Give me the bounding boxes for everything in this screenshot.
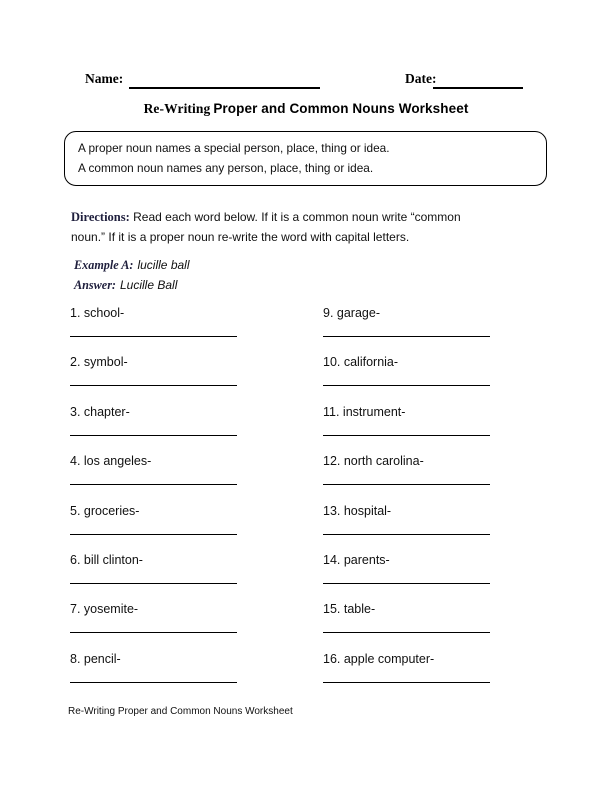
answer-line bbox=[323, 484, 490, 485]
answer-line bbox=[323, 682, 490, 683]
list-item-word: 12. north carolina- bbox=[323, 454, 424, 469]
list-item-word: 15. table- bbox=[323, 602, 376, 617]
list-item bbox=[70, 652, 237, 701]
name-label: Name: bbox=[85, 71, 124, 86]
list-item bbox=[323, 652, 490, 701]
answer-line bbox=[70, 435, 237, 436]
proper-noun-definition: A proper noun names a special person, place, thing or idea. bbox=[78, 141, 390, 155]
list-item bbox=[323, 405, 490, 454]
example-value: lucille ball bbox=[137, 258, 190, 272]
list-item bbox=[323, 355, 490, 404]
list-item bbox=[323, 553, 490, 602]
footer-title: Re-Writing Proper and Common Nouns Worksheet bbox=[68, 706, 293, 717]
answer-line bbox=[70, 534, 237, 535]
list-item bbox=[70, 355, 237, 404]
name-blank-line bbox=[129, 87, 320, 89]
list-item bbox=[323, 306, 490, 355]
word-list-left-column bbox=[70, 306, 237, 701]
answer-line bbox=[70, 484, 237, 485]
example-label: Example A: bbox=[74, 258, 134, 272]
answer-line bbox=[70, 583, 237, 584]
list-item bbox=[70, 306, 237, 355]
word-list-right-column bbox=[323, 306, 490, 701]
list-item-word: 13. hospital- bbox=[323, 503, 392, 518]
list-item-word: 1. school- bbox=[70, 306, 125, 320]
list-item-word: 9. garage- bbox=[323, 306, 380, 320]
answer-line bbox=[70, 682, 237, 683]
list-item-word: 6. bill clinton- bbox=[70, 552, 143, 567]
list-item bbox=[323, 504, 490, 553]
directions bbox=[71, 207, 541, 247]
page-title-part2: Proper and Common Nouns Worksheet bbox=[213, 101, 469, 116]
common-noun-definition: A common noun names any person, place, thing or idea. bbox=[78, 161, 374, 175]
directions-text-line2: noun.” If it is a proper noun re-write the word with capital letters. bbox=[71, 230, 410, 244]
directions-text-line1: Read each word below. If it is a common noun write “common bbox=[133, 210, 461, 224]
answer-label: Answer: bbox=[74, 278, 116, 292]
date-label: Date: bbox=[405, 71, 437, 86]
answer-line bbox=[323, 385, 490, 386]
list-item bbox=[70, 602, 237, 651]
list-item-word: 8. pencil- bbox=[70, 651, 121, 666]
example-row bbox=[74, 255, 190, 275]
list-item bbox=[70, 405, 237, 454]
answer-line bbox=[323, 632, 490, 633]
example-block bbox=[74, 255, 190, 295]
list-item-word: 16. apple computer- bbox=[323, 651, 435, 666]
answer-line bbox=[70, 385, 237, 386]
list-item-word: 2. symbol- bbox=[70, 355, 128, 370]
list-item-word: 5. groceries- bbox=[70, 503, 140, 518]
list-item-word: 3. chapter- bbox=[70, 404, 130, 419]
list-item bbox=[70, 454, 237, 503]
answer-line bbox=[323, 583, 490, 584]
list-item-word: 14. parents- bbox=[323, 552, 390, 567]
page-title-part1: Re-Writing bbox=[143, 101, 211, 116]
answer-row bbox=[74, 275, 190, 295]
date-blank-line bbox=[433, 87, 523, 89]
answer-line bbox=[323, 435, 490, 436]
answer-line bbox=[323, 336, 490, 337]
list-item-word: 10. california- bbox=[323, 355, 399, 370]
list-item bbox=[70, 553, 237, 602]
list-item-word: 11. instrument- bbox=[323, 404, 406, 419]
answer-value: Lucille Ball bbox=[120, 278, 178, 292]
directions-label: Directions: bbox=[71, 210, 130, 224]
list-item-word: 7. yosemite- bbox=[70, 602, 139, 617]
answer-line bbox=[323, 534, 490, 535]
page-title bbox=[0, 101, 612, 117]
list-item bbox=[323, 602, 490, 651]
list-item bbox=[323, 454, 490, 503]
answer-line bbox=[70, 336, 237, 337]
list-item-word: 4. los angeles- bbox=[70, 454, 152, 469]
definitions-box bbox=[64, 131, 547, 186]
list-item bbox=[70, 504, 237, 553]
answer-line bbox=[70, 632, 237, 633]
